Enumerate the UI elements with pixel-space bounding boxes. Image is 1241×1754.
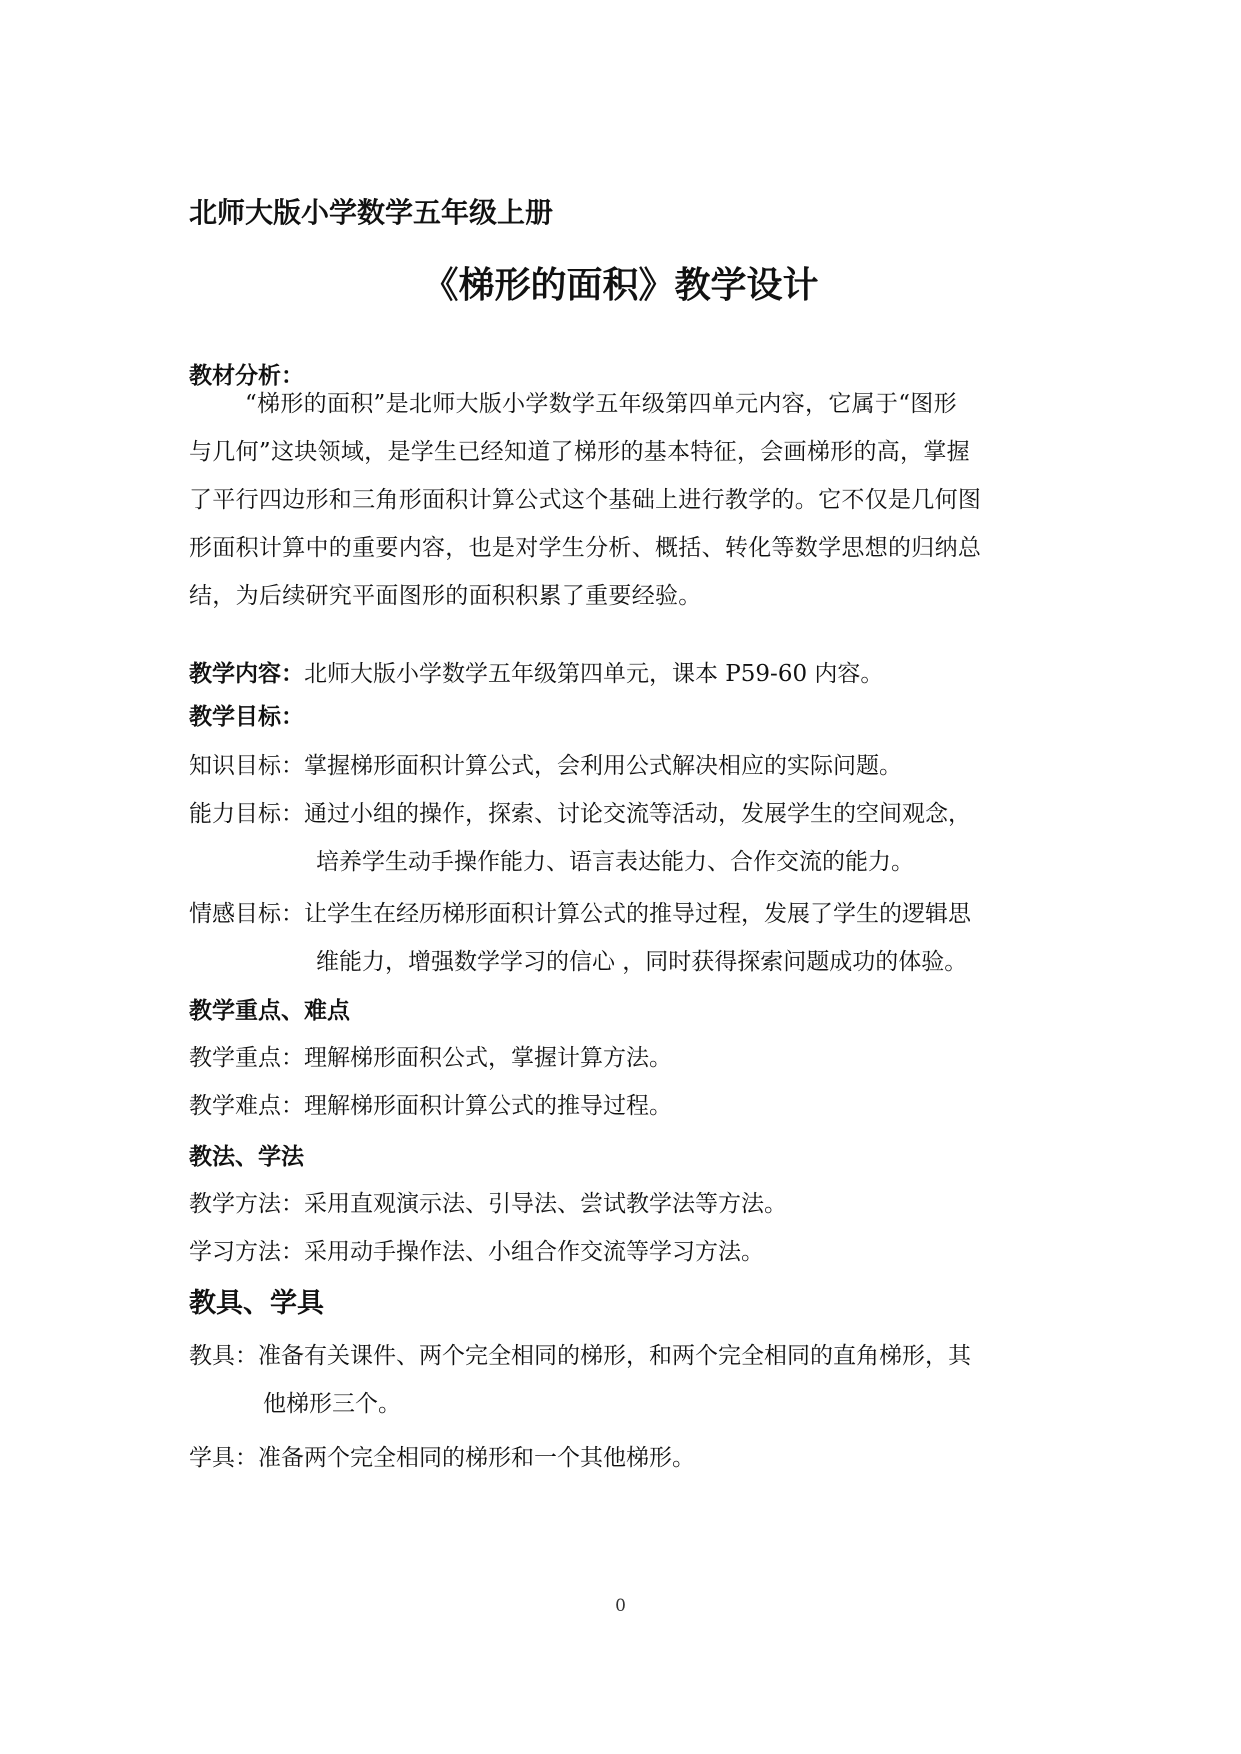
teaching-method-row — [189, 1180, 1059, 1228]
key-point-label: 教学重点： — [189, 1045, 304, 1071]
key-point-row — [189, 1034, 1059, 1082]
emotion-objective-text: 让学生在经历梯形面积计算公式的推导过程，发展了学生的逻辑思 — [304, 901, 971, 927]
page-number: 0 — [615, 1596, 626, 1616]
emotion-objective-row — [189, 890, 1059, 938]
tools-heading: 教具、学具 — [189, 1288, 324, 1319]
material-analysis-paragraph — [189, 380, 1044, 620]
student-tools-text: 准备两个完全相同的梯形和一个其他梯形。 — [258, 1445, 695, 1471]
document-title: 《梯形的面积》教学设计 — [422, 265, 819, 306]
teacher-tools-row — [189, 1332, 1059, 1380]
student-tools-label: 学具： — [189, 1445, 258, 1471]
material-analysis-heading: 教材分析： — [189, 363, 304, 389]
teacher-tools-label: 教具： — [189, 1343, 258, 1369]
difficulty-text: 理解梯形面积计算公式的推导过程。 — [304, 1093, 672, 1119]
teacher-tools-text-continued: 他梯形三个。 — [263, 1391, 401, 1417]
ability-objective-label: 能力目标： — [189, 801, 304, 827]
ability-objective-text: 通过小组的操作，探索、讨论交流等活动，发展学生的空间观念， — [304, 801, 971, 827]
objectives-heading: 教学目标： — [189, 704, 304, 730]
paragraph-line: 了平行四边形和三角形面积计算公式这个基础上进行教学的。它不仅是几何图 — [189, 487, 982, 513]
knowledge-objective-row — [189, 742, 1059, 790]
emotion-objective-label: 情感目标： — [189, 901, 304, 927]
learning-method-row — [189, 1228, 1059, 1276]
paragraph-line: 与几何”这块领域，是学生已经知道了梯形的基本特征，会画梯形的高，掌握 — [189, 439, 970, 465]
paragraph-line: 形面积计算中的重要内容，也是对学生分析、概括、转化等数学思想的归纳总 — [189, 535, 982, 561]
learning-method-label: 学习方法： — [189, 1239, 304, 1265]
learning-method-text: 采用动手操作法、小组合作交流等学习方法。 — [304, 1239, 764, 1265]
paragraph-line: 结，为后续研究平面图形的面积积累了重要经验。 — [189, 583, 702, 609]
document-subtitle: 北师大版小学数学五年级上册 — [189, 196, 554, 229]
teaching-content-row — [189, 650, 1059, 698]
teacher-tools-text: 准备有关课件、两个完全相同的梯形，和两个完全相同的直角梯形，其 — [258, 1343, 971, 1369]
teaching-method-label: 教学方法： — [189, 1191, 304, 1217]
difficulty-label: 教学难点： — [189, 1093, 304, 1119]
paragraph-line: “梯形的面积”是北师大版小学数学五年级第四单元内容，它属于“图形 — [245, 391, 957, 417]
methods-heading: 教法、学法 — [189, 1144, 304, 1170]
student-tools-row — [189, 1434, 1059, 1482]
teaching-content-label: 教学内容： — [189, 661, 304, 687]
knowledge-objective-label: 知识目标： — [189, 753, 304, 779]
knowledge-objective-text: 掌握梯形面积计算公式，会利用公式解决相应的实际问题。 — [304, 753, 902, 779]
ability-objective-row — [189, 790, 1059, 838]
emotion-objective-text-continued: 维能力，增强数学学习的信心 ，同时获得探索问题成功的体验。 — [316, 949, 968, 975]
difficulty-row — [189, 1082, 1059, 1130]
key-point-text: 理解梯形面积公式，掌握计算方法。 — [304, 1045, 672, 1071]
teaching-method-text: 采用直观演示法、引导法、尝试教学法等方法。 — [304, 1191, 787, 1217]
key-points-heading: 教学重点、难点 — [189, 998, 350, 1024]
teaching-content-text: 北师大版小学数学五年级第四单元，课本 P59-60 内容。 — [304, 661, 884, 687]
ability-objective-text-continued: 培养学生动手操作能力、语言表达能力、合作交流的能力。 — [316, 849, 914, 875]
